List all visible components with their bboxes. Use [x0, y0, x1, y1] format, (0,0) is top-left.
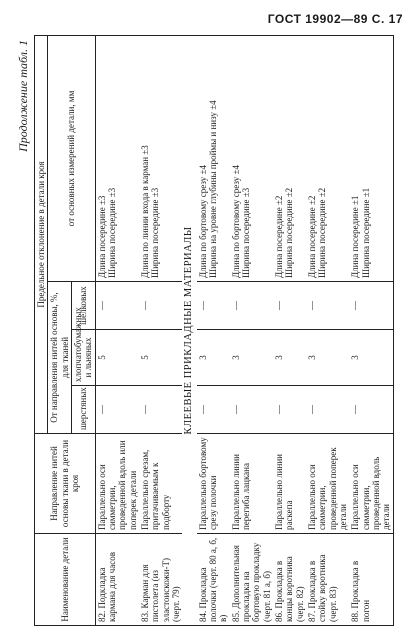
row-cotton: 3	[230, 330, 273, 386]
header-threads-group: От направления нитей основы, %, для тканей	[48, 282, 72, 434]
measure-line: Ширина посередине ±3	[150, 187, 161, 278]
row-cotton: 3	[306, 330, 349, 386]
measure-line: Ширина посередине ±2	[284, 187, 295, 278]
header-cotton: хлопчатобумажных и льняных	[72, 330, 96, 386]
row-measure	[306, 35, 349, 281]
row-name: 83. Карман для пистолета (из эластоискожи-Т) (черт. 79)	[139, 534, 182, 626]
row-wool: —	[95, 386, 139, 434]
measure-line: Длина посередине ±3	[96, 195, 107, 278]
row-direction: Параллельно оси симметрии, проведенной поперек детали	[306, 434, 349, 534]
measure-line: Ширина посередине ±3	[107, 187, 118, 278]
header-main-measure: от основных измерений детали, мм	[48, 35, 95, 281]
row-wool: —	[306, 386, 349, 434]
table-row	[230, 35, 273, 625]
row-silk: —	[349, 282, 393, 330]
measure-line: Длина по линии входа в карман ±3	[140, 145, 151, 278]
measure-line: Ширина посередине ±2	[317, 187, 328, 278]
row-measure	[230, 35, 273, 281]
row-silk: —	[197, 282, 230, 330]
header-wool: шерстяных	[72, 386, 96, 434]
row-measure	[197, 35, 230, 281]
table-row	[197, 35, 230, 625]
measure-line: Длина по бортовому срезу ±4	[230, 165, 241, 278]
row-cotton: 5	[139, 330, 182, 386]
header-deviation-group: Предельное отклонение в детали кроя	[35, 35, 48, 433]
row-direction: Параллельно бортовому срезу полочки	[197, 434, 230, 534]
row-cotton: 3	[349, 330, 393, 386]
table-row	[306, 35, 349, 625]
measure-line: Длина посередине ±1	[350, 195, 361, 278]
page-header: ГОСТ 19902—89 С. 17	[267, 12, 403, 26]
row-wool: —	[230, 386, 273, 434]
row-name: 87. Прокладка в стойку воротника (черт. 83)	[306, 534, 349, 626]
row-wool: —	[197, 386, 230, 434]
measure-line: Ширина на уровне глубины проймы и низу ±4	[207, 100, 218, 278]
measure-line: Ширина посередине ±1	[360, 187, 371, 278]
row-direction: Параллельно линии раскепа	[273, 434, 306, 534]
header-direction: Направление нитей основы ткани в детали кроя	[35, 434, 96, 534]
row-cotton: 5	[95, 330, 139, 386]
row-silk: —	[306, 282, 349, 330]
row-cotton: 3	[273, 330, 306, 386]
row-silk: —	[139, 282, 182, 330]
row-direction: Параллельно линии перегиба лацкана	[230, 434, 273, 534]
row-measure	[95, 35, 139, 281]
row-cotton: 3	[197, 330, 230, 386]
table-row	[349, 35, 393, 625]
row-direction: Параллельно оси симметрии, проведенной вдоль детали	[349, 434, 393, 534]
section-title: КЛЕЕВЫЕ ПРИКЛАДНЫЕ МАТЕРИАЛЫ	[182, 35, 196, 625]
row-name: 86. Прокладка в концы воротника (черт. 82)	[273, 534, 306, 626]
row-silk: —	[273, 282, 306, 330]
row-name: 82. Подкладка кармана для часов	[95, 534, 139, 626]
row-wool: —	[349, 386, 393, 434]
header-silk: шелковых	[72, 282, 96, 330]
row-name: 84. Прокладка полочки (черт. 80 а, б, в)	[197, 534, 230, 626]
table-row	[273, 35, 306, 625]
row-measure	[139, 35, 182, 281]
measure-line: Ширина посередине ±3	[240, 187, 251, 278]
measure-line: Длина по бортовому срезу ±4	[197, 165, 208, 278]
row-direction: Параллельно срезам, притачиваемым к подборту	[139, 434, 182, 534]
row-measure	[273, 35, 306, 281]
header-name: Наименование детали	[35, 534, 96, 626]
row-name: 88. Прокладка в погон	[349, 534, 393, 626]
tolerance-table	[34, 35, 394, 626]
measure-line: Длина посередине ±2	[273, 195, 284, 278]
section-row	[182, 35, 196, 625]
measure-line: Длина посередине ±2	[306, 195, 317, 278]
table-row	[95, 35, 139, 625]
rotated-table-block	[16, 36, 404, 626]
row-name: 85. Дополнительная прокладка на бортовую прокладку (черт. 81 а, б)	[230, 534, 273, 626]
row-silk: —	[230, 282, 273, 330]
row-silk: —	[95, 282, 139, 330]
table-row	[139, 35, 182, 625]
row-direction: Параллельно оси симметрии, проведенной вдоль или поперек детали	[95, 434, 139, 534]
continuation-label: Продолжение табл. 1	[16, 40, 30, 152]
row-wool: —	[273, 386, 306, 434]
row-measure	[349, 35, 393, 281]
row-wool: —	[139, 386, 182, 434]
